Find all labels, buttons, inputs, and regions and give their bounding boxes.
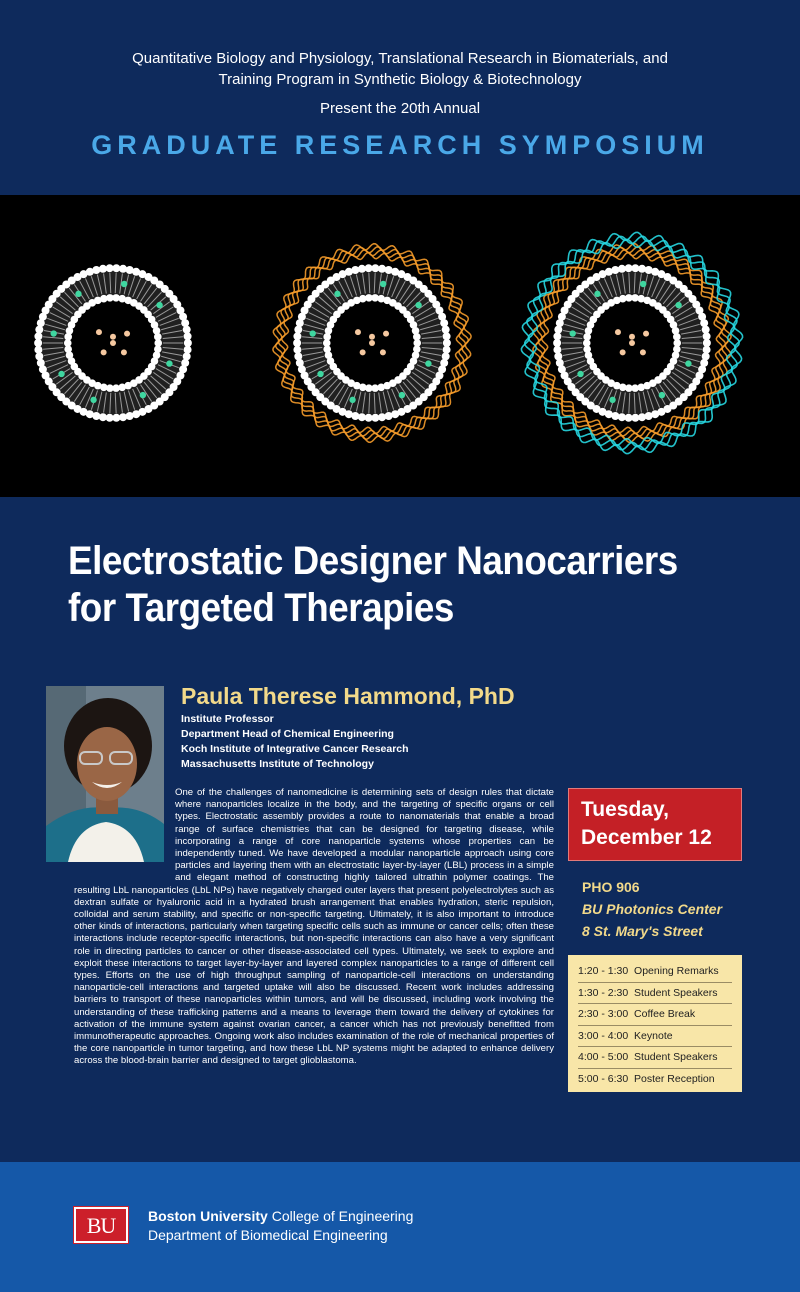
nanoparticle-illustration bbox=[0, 195, 800, 497]
cargo-molecule bbox=[96, 329, 102, 335]
membrane-protein bbox=[640, 281, 646, 287]
membrane-protein bbox=[569, 330, 575, 336]
membrane-protein bbox=[58, 371, 64, 377]
schedule-row: 2:30 - 3:00 Coffee Break bbox=[578, 1004, 732, 1026]
membrane-protein bbox=[415, 302, 421, 308]
event-date-box bbox=[568, 788, 742, 861]
lipid-head bbox=[443, 332, 451, 340]
cargo-molecule bbox=[629, 334, 635, 340]
affiliation-university: Massachusetts Institute of Technology bbox=[181, 758, 374, 770]
cargo-molecule bbox=[101, 349, 107, 355]
cargo-molecule bbox=[383, 331, 389, 337]
speaker-name: Paula Therese Hammond, PhD bbox=[181, 683, 515, 709]
footer-department: Department of Biomedical Engineering bbox=[148, 1227, 388, 1243]
cargo-molecule bbox=[620, 349, 626, 355]
membrane-protein bbox=[577, 371, 583, 377]
schedule-row: 4:00 - 5:00 Student Speakers bbox=[578, 1047, 732, 1069]
cargo-molecule bbox=[369, 340, 375, 346]
schedule-row: 3:00 - 4:00 Keynote bbox=[578, 1026, 732, 1048]
membrane-protein bbox=[50, 330, 56, 336]
cargo-molecule bbox=[110, 340, 116, 346]
lipid-head bbox=[673, 333, 681, 341]
schedule-row: 1:20 - 1:30 Opening Remarks bbox=[578, 961, 732, 983]
cargo-molecule bbox=[643, 331, 649, 337]
membrane-protein bbox=[609, 397, 615, 403]
event-day: Tuesday, bbox=[581, 798, 669, 821]
schedule-row: 5:00 - 6:30 Poster Reception bbox=[578, 1072, 715, 1085]
membrane-protein bbox=[425, 360, 431, 366]
cargo-molecule bbox=[355, 329, 361, 335]
membrane-protein bbox=[675, 302, 681, 308]
membrane-protein bbox=[399, 392, 405, 398]
bu-logo: BU bbox=[74, 1207, 128, 1243]
schedule-box bbox=[568, 955, 742, 1092]
membrane-protein bbox=[349, 397, 355, 403]
membrane-protein bbox=[121, 281, 127, 287]
talk-title-line-1: Electrostatic Designer Nanocarriers bbox=[68, 539, 678, 583]
sponsor-line-2: Training Program in Synthetic Biology & Biotechnology bbox=[218, 71, 582, 88]
abstract bbox=[74, 787, 554, 1068]
membrane-protein bbox=[309, 330, 315, 336]
cargo-molecule bbox=[369, 334, 375, 340]
event-date: December 12 bbox=[581, 826, 712, 849]
cargo-molecule bbox=[124, 331, 130, 337]
schedule-row: 1:30 - 2:30 Student Speakers bbox=[578, 983, 732, 1005]
header-banner bbox=[0, 0, 800, 195]
lipid-head bbox=[413, 333, 421, 341]
cargo-molecule bbox=[615, 329, 621, 335]
event-venue bbox=[582, 876, 722, 942]
talk-title bbox=[68, 538, 730, 632]
nanoparticle-diagram bbox=[0, 195, 800, 497]
cargo-molecule bbox=[360, 349, 366, 355]
sponsor-programs bbox=[60, 48, 740, 90]
affiliation-title: Institute Professor bbox=[181, 713, 274, 725]
lipid-head bbox=[154, 333, 162, 341]
affiliation-department: Department Head of Chemical Engineering bbox=[181, 728, 394, 740]
membrane-protein bbox=[334, 291, 340, 297]
membrane-protein bbox=[317, 371, 323, 377]
membrane-protein bbox=[380, 281, 386, 287]
cargo-molecule bbox=[121, 349, 127, 355]
venue-building: BU Photonics Center bbox=[582, 901, 723, 917]
cargo-molecule bbox=[640, 349, 646, 355]
cargo-molecule bbox=[110, 334, 116, 340]
membrane-protein bbox=[166, 360, 172, 366]
membrane-protein bbox=[659, 392, 665, 398]
membrane-protein bbox=[156, 302, 162, 308]
membrane-protein bbox=[140, 392, 146, 398]
cargo-molecule bbox=[629, 340, 635, 346]
venue-address: 8 St. Mary's Street bbox=[582, 923, 703, 939]
membrane-protein bbox=[90, 397, 96, 403]
membrane-protein bbox=[75, 291, 81, 297]
abstract-text: One of the challenges of nanomedicine is determining sets of design rules that dictate where nanoparticles localize in the body, and the targeting of specific organs or cell types. Electrostatic assembly provides a route to nanomaterials that enable a broad range of surface chemistries that can be designed for targeting disease, while incorporating a range of core nanoparticle systems whose properties can be independently tuned. We have developed a modular nanoparticle approach using core particles and layering them with an electrostatic layer-by-layer (LBL) process in a simple and elegant method of constructing highly tailored ultrathin polymer coatings. The resulting LbL nanoparticles (LbL NPs) have negatively charged outer layers that present polyelectrolytes such as dextran sulfate or hyaluronic acid in a hydrated brush arrangement that enables hydration, steric repulsion, colloidal and serum stability, and specific or non-specific targeting. Ultimately, it is also important to introduce other kinds of interactions, particularly when targeting specific cells such as immune or cancer cells; often these interactions include receptor-specific interactions, but non-specific interactions can also have a very significant role in directing particles to cancer or other disease-associated cell types. Ultimately, we seek to explore and exploit these interactions to target layer-by-layer and layered complex nanoparticles to a range of different cell types. Efforts on the use of high throughput sampling of nanoparticle-cell interactions on understanding nanoparticle-cell interactions and targeted uptake will also be discussed. Recent work includes addressing barriers to transport of these nanoparticles within tumors, and will be discussed, including work involving the understanding of these trafficking patterns and a means to leverage them toward the delivery of cytokines for activation of the immune system against ovarian cancer, a cancer which has not previously benefitted from immunotherapeutic approaches. Ongoing work also includes examination of the role of mechanical properties of the core nanoparticle in tumor targeting, and how these LbL NP systems might be adapted to enhance delivery across the blood-brain barrier and designed to target glioblastoma. bbox=[74, 787, 554, 1067]
footer-college: Boston University College of Engineering bbox=[148, 1208, 414, 1224]
affiliation-institute: Koch Institute of Integrative Cancer Research bbox=[181, 743, 409, 755]
cargo-molecule bbox=[380, 349, 386, 355]
venue-room: PHO 906 bbox=[582, 879, 640, 895]
sponsor-line-1: Quantitative Biology and Physiology, Translational Research in Biomaterials, and bbox=[132, 50, 668, 67]
membrane-protein bbox=[594, 291, 600, 297]
present-line: Present the 20th Annual bbox=[319, 100, 481, 117]
lipid-head bbox=[703, 332, 711, 340]
symposium-title: GRADUATE RESEARCH SYMPOSIUM bbox=[91, 130, 709, 160]
membrane-protein bbox=[685, 360, 691, 366]
speaker-affiliations bbox=[181, 712, 409, 772]
talk-title-line-2: for Targeted Therapies bbox=[68, 586, 454, 630]
lipid-head bbox=[184, 332, 192, 340]
